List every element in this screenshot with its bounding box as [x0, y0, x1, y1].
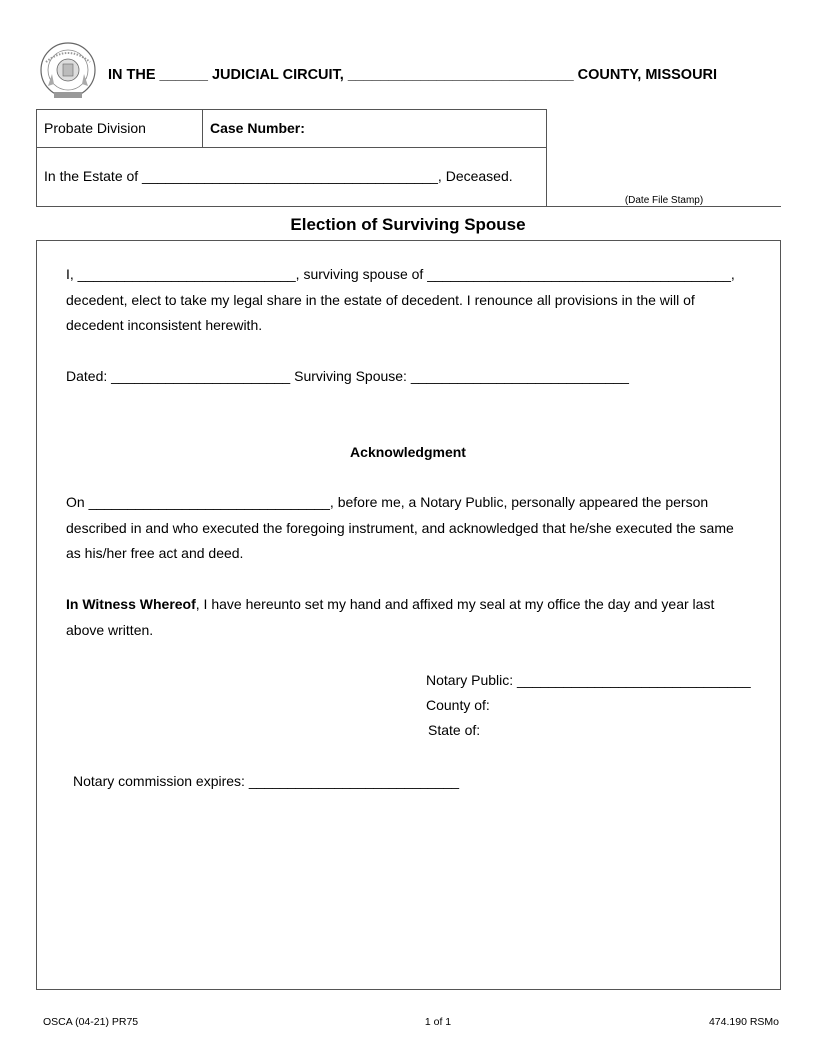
date-file-stamp-line	[547, 206, 781, 207]
case-info-table	[36, 109, 547, 207]
case-number-label: Case Number:	[210, 120, 305, 136]
election-line-1: I, ____________________________, surviving spouse of _______________________________________,	[66, 266, 735, 282]
date-file-stamp-label: (Date File Stamp)	[624, 195, 704, 206]
state-of-line: State of:	[428, 722, 481, 738]
acknowledgment-line-1: On _______________________________, before me, a Notary Public, personally appeared the person	[66, 494, 709, 510]
estate-of-line: In the Estate of ______________________________________, Deceased.	[44, 168, 513, 184]
probate-division-label: Probate Division	[37, 110, 203, 147]
witness-whereof-bold: In Witness Whereof	[66, 596, 196, 612]
footer-form-id: OSCA (04-21) PR75	[43, 1016, 139, 1028]
acknowledgment-line-3: as his/her free act and deed.	[66, 545, 244, 561]
notary-public-line: Notary Public: ______________________________	[426, 672, 751, 688]
election-paragraph	[66, 262, 776, 339]
acknowledgment-paragraph	[66, 490, 776, 567]
footer-page-number: 1 of 1	[424, 1016, 452, 1028]
election-line-3: decedent inconsistent herewith.	[66, 317, 263, 333]
court-header-title: IN THE ______ JUDICIAL CIRCUIT, ____________________________ COUNTY, MISSOURI	[108, 67, 718, 83]
footer-statute: 474.190 RSMo	[708, 1016, 779, 1028]
county-of-line: County of:	[426, 697, 490, 713]
witness-line-2: above written.	[66, 621, 154, 638]
acknowledgment-title: Acknowledgment	[350, 444, 466, 460]
election-line-2: decedent, elect to take my legal share in the estate of decedent. I renounce all provisions in the will of	[66, 291, 695, 308]
dated-line: Dated: _______________________ Surviving Spouse: ____________________________	[66, 368, 629, 384]
form-title: Election of Surviving Spouse	[290, 215, 526, 234]
witness-paragraph	[66, 592, 776, 643]
witness-line-1	[66, 592, 776, 618]
witness-line-1-rest: , I have hereunto set my hand and affixed my seal at my office the day and year last	[195, 596, 715, 612]
acknowledgment-line-2: described in and who executed the foregoing instrument, and acknowledged that he/she executed the same	[66, 519, 734, 536]
notary-commission-expires-line: Notary commission expires: ___________________________	[73, 773, 460, 789]
missouri-seal-icon	[38, 40, 98, 104]
case-info-row	[37, 110, 546, 148]
